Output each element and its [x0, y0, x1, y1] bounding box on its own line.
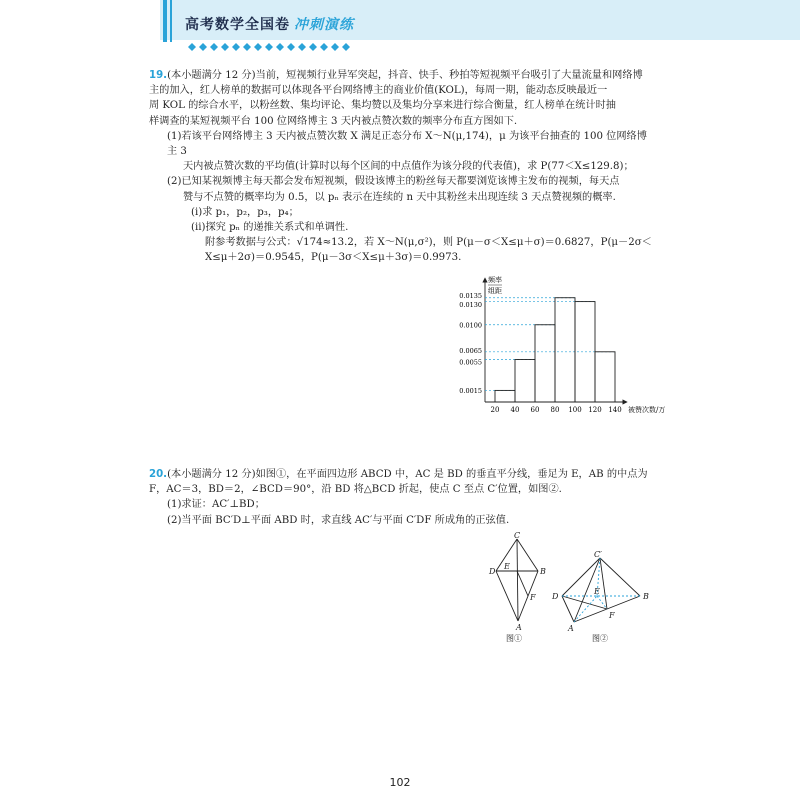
histogram-bar [535, 325, 555, 402]
figure-1-kite [489, 531, 550, 645]
problem-20-text: F，AC＝3，BD＝2，∠BCD＝90°，沿 BD 将△BCD 折起，使点 C 至点 C′位置，如图②. [149, 484, 562, 496]
problem-19-number: 19. [149, 70, 168, 81]
x-tick-label: 140 [608, 406, 622, 414]
header-title-main: 高考数学全国卷 [185, 17, 290, 33]
edge-C-F [600, 558, 607, 609]
y-tick-label: 0.0065 [459, 346, 482, 355]
label-F: F [530, 593, 536, 602]
segment-EF [517, 571, 528, 596]
diagonal-AC [517, 539, 518, 621]
x-tick-label: 20 [490, 406, 500, 414]
problem-19-reference: X≤μ＋2σ)＝0.9545，P(μ－3σ＜X≤μ＋3σ)＝0.9973. [205, 252, 462, 264]
problem-19-sub-1: (ⅰ)求 p₁，p₂，p₃，p₄； [191, 206, 299, 218]
histogram-bar [555, 298, 575, 402]
problem-19-part-2: 赞与不点赞的概率均为 0.5，以 pₙ 表示在连续的 n 天中其粉丝未出现连续 3 天点赞视频的概率. [183, 191, 616, 203]
label-D: D [552, 592, 559, 601]
problem-19-part-1: (1)若该平台网络博主 3 天内被点赞次数 X 满足正态分布 X～N(μ,174)，μ 为该平台抽查的 100 位网络博主 3 [167, 130, 647, 158]
edge-C-B [600, 558, 640, 596]
problem-20-part-1: (1)求证：AC′⊥BD； [167, 499, 265, 511]
edge-DA [562, 596, 574, 622]
figure-2-folded [550, 552, 660, 647]
label-C-prime: C′ [594, 550, 602, 559]
label-E: E [504, 562, 510, 571]
figure-2-caption: 图② [592, 634, 608, 643]
problem-19 [149, 68, 654, 266]
page-header [0, 0, 800, 52]
label-D: D [489, 567, 496, 576]
problem-19-reference: 附参考数据与公式：√174≈13.2，若 X～N(μ,σ²)，则 P(μ－σ＜X≤μ＋σ)＝0.6827，P(μ－2σ＜ [205, 237, 652, 249]
x-tick-label: 80 [550, 406, 560, 414]
problem-19-text: (本小题满分 12 分)当前，短视频行业异军突起，抖音、快手、秒拍等短视频平台吸引了大量流量和网络博 [167, 70, 643, 81]
edge-CB [517, 539, 538, 571]
header-title-accent: 冲刺演练 [294, 17, 354, 33]
dashed-AE [574, 596, 597, 622]
problem-20 [149, 467, 654, 528]
figure-1-caption: 图① [506, 634, 522, 643]
label-B: B [540, 567, 546, 576]
x-tick-label: 120 [588, 406, 602, 414]
label-A: A [568, 624, 574, 633]
edge-DA [496, 571, 518, 621]
y-tick-label: 0.0130 [459, 301, 482, 310]
problem-20-text: (本小题满分 12 分)如图①，在平面四边形 ABCD 中，AC 是 BD 的垂直平分线，垂足为 E，AB 的中点为 [167, 469, 648, 480]
y-tick-label: 0.0135 [459, 292, 482, 301]
problem-20-line [149, 467, 654, 482]
y-axis-label-top: 频率 [488, 276, 502, 284]
problem-19-text: 样调查的某短视频平台 100 位网络博主 3 天内被点赞次数的频率分布直方图如下. [149, 115, 518, 127]
frequency-histogram [420, 272, 680, 422]
x-axis-label: 被赞次数/万 [628, 406, 666, 414]
label-A: A [516, 623, 522, 632]
header-decoration [0, 0, 800, 52]
label-E: E [594, 587, 600, 596]
label-C: C [514, 531, 521, 540]
problem-19-text: 主的加入，红人榜单的数据可以体现各平台网络博主的商业价值(KOL)，每周一期，能动态反映最近一 [149, 85, 608, 97]
problem-19-sub-2: (ⅱ)探究 pₙ 的递推关系式和单调性. [191, 222, 349, 234]
x-tick-label: 100 [568, 406, 582, 414]
problem-20-number: 20. [149, 469, 168, 480]
segment-DF [562, 596, 607, 609]
label-B: B [643, 592, 649, 601]
problem-19-line [149, 68, 654, 83]
label-F: F [609, 611, 615, 620]
x-tick-label: 60 [530, 406, 540, 414]
problem-19-part-2: (2)已知某视频博主每天都会发布短视频，假设该博主的粉丝每天都要浏览该博主发布的视频，每天点 [167, 176, 620, 188]
x-tick-label: 40 [510, 406, 520, 414]
y-tick-label: 0.0055 [459, 358, 482, 367]
histogram-bar [515, 360, 535, 402]
problem-19-text: 周 KOL 的综合水平，以粉丝数、集均评论、集均赞以及集均分享来进行综合衡量，红人榜单在统计时抽 [149, 100, 616, 112]
y-tick-label: 0.0015 [459, 386, 482, 395]
problem-20-part-2: (2)当平面 BC′D⊥平面 ABD 时，求直线 AC′与平面 C′DF 所成角的正弦值. [167, 514, 510, 526]
header-title [185, 14, 354, 34]
histogram-bar [495, 390, 515, 402]
histogram-bar [595, 352, 615, 402]
page-number: 102 [389, 776, 411, 789]
problem-19-part-1: 天内被点赞次数的平均值(计算时以每个区间的中点值作为该分段的代表值)，求 P(77＜X≤129.8)； [183, 161, 634, 173]
y-tick-label: 0.0100 [459, 321, 482, 330]
y-axis-label-bottom: 组距 [488, 287, 502, 295]
